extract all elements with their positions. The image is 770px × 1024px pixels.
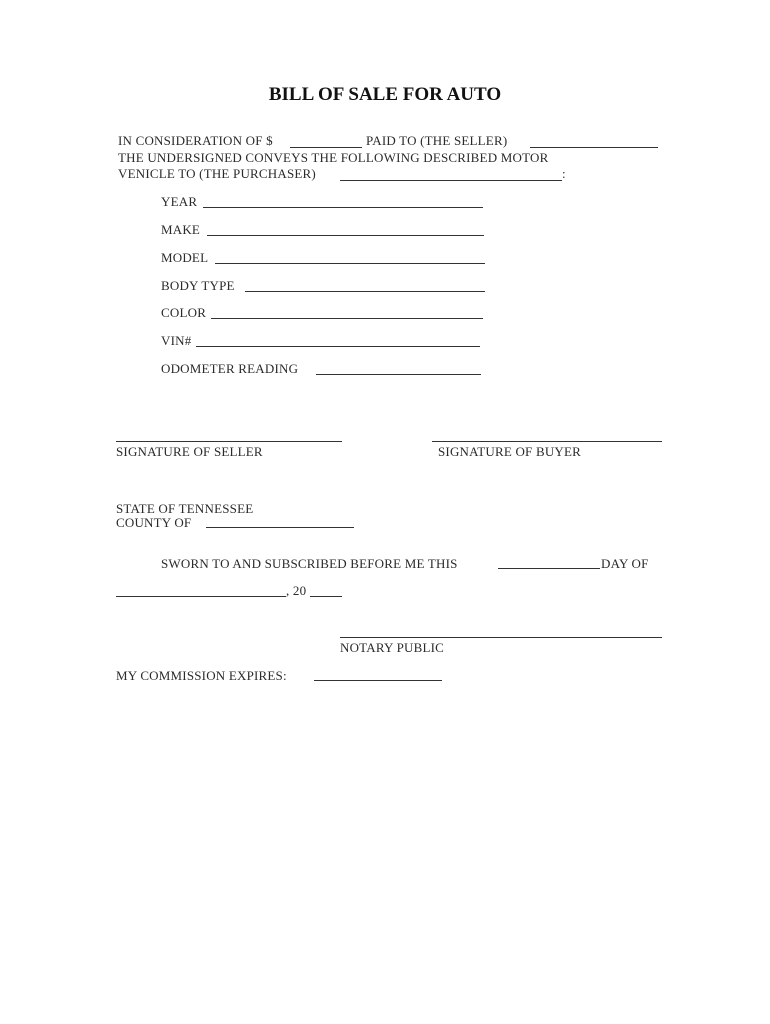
document-title: BILL OF SALE FOR AUTO	[268, 84, 502, 105]
county-label: COUNTY OF	[116, 515, 192, 530]
body-type-label: BODY TYPE	[161, 278, 235, 293]
commission-blank[interactable]	[314, 680, 442, 681]
consideration-amount-blank[interactable]	[290, 147, 362, 148]
county-blank[interactable]	[206, 527, 354, 528]
make-blank[interactable]	[207, 235, 484, 236]
purchaser-colon: :	[562, 166, 566, 181]
purchaser-name-blank[interactable]	[340, 180, 562, 181]
year-label: YEAR	[161, 194, 198, 209]
commission-label: MY COMMISSION EXPIRES:	[116, 668, 287, 683]
odometer-label: ODOMETER READING	[161, 361, 299, 376]
odometer-blank[interactable]	[316, 374, 481, 375]
color-blank[interactable]	[211, 318, 483, 319]
seller-signature-label: SIGNATURE OF SELLER	[116, 444, 263, 459]
month-blank[interactable]	[116, 596, 286, 597]
notary-public-label: NOTARY PUBLIC	[340, 640, 445, 655]
day-of-label: DAY OF	[601, 556, 649, 571]
day-blank[interactable]	[498, 568, 600, 569]
make-label: MAKE	[161, 222, 201, 237]
buyer-signature-label: SIGNATURE OF BUYER	[438, 444, 582, 459]
vin-blank[interactable]	[196, 346, 480, 347]
body-type-blank[interactable]	[245, 291, 485, 292]
seller-name-blank[interactable]	[530, 147, 658, 148]
vin-label: VIN#	[161, 333, 192, 348]
seller-signature-line[interactable]	[116, 441, 342, 442]
year-prefix: , 20	[286, 583, 307, 598]
purchaser-label: VENICLE TO (THE PURCHASER)	[118, 166, 316, 181]
color-label: COLOR	[161, 305, 207, 320]
model-label: MODEL	[161, 250, 209, 265]
notary-signature-line[interactable]	[340, 637, 662, 638]
conveys-text: THE UNDERSIGNED CONVEYS THE FOLLOWING DESCRIBED MOTOR	[118, 150, 549, 165]
consideration-label: IN CONSIDERATION OF $	[118, 133, 273, 148]
year-blank[interactable]	[203, 207, 483, 208]
notary-year-blank[interactable]	[310, 596, 342, 597]
seller-label: PAID TO (THE SELLER)	[366, 133, 508, 148]
state-label: STATE OF TENNESSEE	[116, 501, 254, 516]
model-blank[interactable]	[215, 263, 485, 264]
sworn-text: SWORN TO AND SUBSCRIBED BEFORE ME THIS	[161, 556, 458, 571]
buyer-signature-line[interactable]	[432, 441, 662, 442]
